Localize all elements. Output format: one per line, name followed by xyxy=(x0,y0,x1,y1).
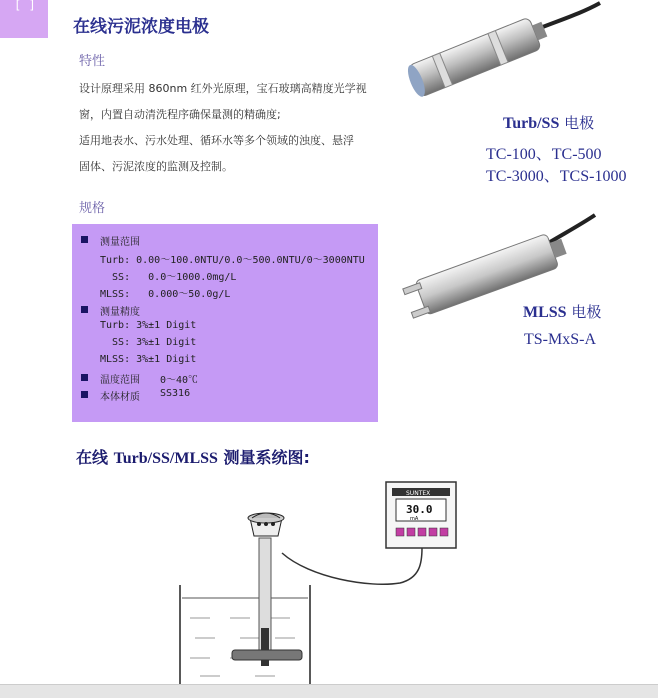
accuracy-line: SS: 3%±1 Digit xyxy=(100,337,197,348)
system-title-en: Turb/SS/MLSS xyxy=(113,450,218,467)
product2-name-en: MLSS xyxy=(523,304,567,321)
bullet-icon xyxy=(81,374,88,381)
temp-value: 0～40℃ xyxy=(160,375,199,386)
system-diagram xyxy=(170,478,470,684)
specs-heading: 规格 xyxy=(79,201,106,216)
features-line: 适用地表水、污水处理、循环水等多个领域的浊度、悬浮 xyxy=(79,134,354,147)
product2-name-suffix: 电极 xyxy=(566,303,602,321)
range-line: SS: 0.0～1000.0mg/L xyxy=(100,272,237,283)
corner-tab xyxy=(0,0,48,38)
bullet-icon xyxy=(81,236,88,243)
spec-box xyxy=(72,224,378,422)
accuracy-label: 测量精度 xyxy=(100,307,140,318)
material-value: SS316 xyxy=(160,388,191,399)
meter-reading: 30.0 xyxy=(406,503,433,516)
material-label: 本体材质 xyxy=(100,392,140,403)
features-line: 固体、污泥浓度的监测及控制。 xyxy=(79,160,233,173)
range-line: MLSS: 0.000～50.0g/L xyxy=(100,289,231,300)
system-title-cn1: 在线 xyxy=(76,448,114,467)
bullet-icon xyxy=(81,391,88,398)
system-title-cn2: 测量系统图: xyxy=(217,448,310,467)
accuracy-line: Turb: 3%±1 Digit xyxy=(100,320,197,331)
product2-name xyxy=(523,301,601,322)
product1-model: TC-100、TC-500 xyxy=(486,146,602,163)
turb-ss-electrode-image xyxy=(395,0,615,100)
product2-model: TS-MxS-A xyxy=(524,331,597,348)
meter-button xyxy=(429,528,437,536)
temp-label: 温度范围 xyxy=(100,375,140,386)
features-text xyxy=(79,76,379,180)
product1-name-en: Turb/SS xyxy=(503,115,560,132)
bullet-icon xyxy=(81,306,88,313)
product1-name-suffix: 电极 xyxy=(559,114,595,132)
meter-button xyxy=(440,528,448,536)
features-line: 窗，内置自动清洗程序确保量测的精确度; xyxy=(79,108,281,121)
range-label: 测量范围 xyxy=(100,237,140,248)
features-line: 设计原理采用 860nm 红外光原理，宝石玻璃高精度光学视 xyxy=(79,82,367,95)
meter-brand: SUNTEX xyxy=(406,490,431,497)
meter-button xyxy=(418,528,426,536)
range-line: Turb: 0.00～100.0NTU/0.0～500.0NTU/0～3000NTU xyxy=(100,255,365,266)
product1-name xyxy=(503,112,594,133)
meter-button xyxy=(407,528,415,536)
features-heading: 特性 xyxy=(79,54,106,69)
meter-unit: mA xyxy=(410,516,419,522)
system-title xyxy=(76,445,310,468)
corner-mark: [ ] xyxy=(14,0,36,12)
horizontal-scrollbar[interactable] xyxy=(0,684,658,698)
product1-model: TC-3000、TCS-1000 xyxy=(486,168,627,185)
meter-button xyxy=(396,528,404,536)
page-title: 在线污泥浓度电极 xyxy=(73,17,209,37)
accuracy-line: MLSS: 3%±1 Digit xyxy=(100,354,197,365)
